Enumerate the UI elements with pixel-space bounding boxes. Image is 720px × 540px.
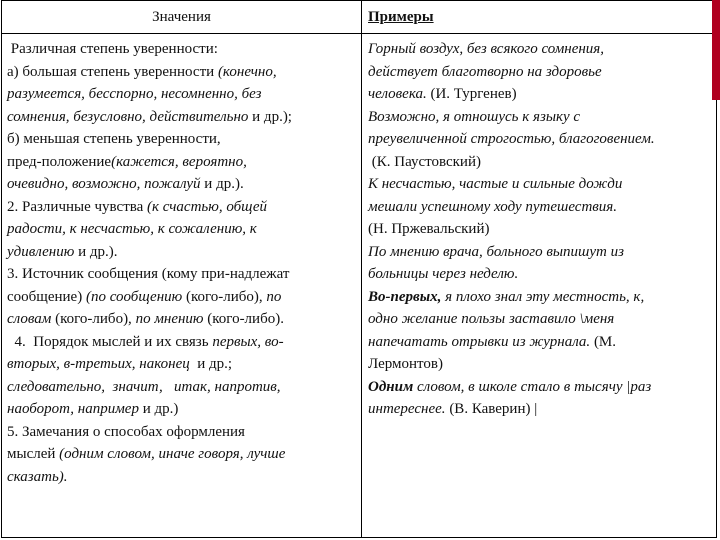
text-segment: больницы через неделю. bbox=[368, 266, 519, 282]
comparison-table bbox=[1, 0, 717, 538]
text-segment: (И. Тургенев) bbox=[426, 86, 517, 102]
text-segment: 2. Различные чувства bbox=[7, 198, 148, 215]
text-segment: и др.; bbox=[189, 356, 233, 372]
meaning-line bbox=[7, 466, 357, 489]
meaning-line bbox=[7, 151, 357, 174]
text-segment: Возможно, я отношусь к языку с bbox=[368, 108, 581, 125]
text-segment: (кажется, вероятно, bbox=[111, 153, 247, 170]
text-segment: (К. Паустовский) bbox=[368, 153, 481, 170]
meaning-line bbox=[7, 308, 357, 331]
text-segment: (одним словом, иначе говоря, лучше bbox=[59, 446, 286, 462]
text-segment: Лермонтов) bbox=[368, 356, 443, 372]
text-segment: (Н. Пржевальский) bbox=[368, 221, 490, 237]
meaning-line bbox=[7, 196, 357, 219]
meaning-line bbox=[7, 286, 357, 309]
text-segment: (М. bbox=[590, 333, 617, 350]
text-segment: словам bbox=[7, 311, 52, 327]
text-segment: я плохо знал эту местность, к, bbox=[441, 288, 645, 305]
text-segment: (конечно, bbox=[217, 63, 277, 80]
example-line bbox=[368, 83, 718, 106]
text-segment: первых, во- bbox=[212, 333, 284, 350]
meaning-line bbox=[7, 376, 357, 399]
meaning-line bbox=[7, 38, 357, 61]
text-segment: (кого-либо), bbox=[51, 311, 136, 327]
meaning-line bbox=[7, 421, 357, 444]
meaning-line bbox=[7, 173, 357, 196]
text-segment: по мнению bbox=[135, 311, 204, 327]
text-segment: интереснее. bbox=[368, 401, 446, 417]
meaning-line bbox=[7, 263, 357, 286]
header-examples: Примеры bbox=[368, 9, 434, 25]
text-segment: По мнению врача, больного выпишут из bbox=[368, 243, 624, 260]
text-segment: следовательно, значит, итак, напротив, bbox=[7, 378, 281, 395]
text-segment: пред-положение bbox=[7, 153, 112, 170]
text-segment: 4. Порядок мыслей и их связь bbox=[7, 333, 213, 350]
text-segment: и др.). bbox=[200, 176, 244, 192]
text-segment: очевидно, возможно, пожалуй bbox=[7, 176, 201, 192]
text-segment: (кого-либо). bbox=[203, 311, 284, 327]
example-line bbox=[368, 218, 718, 241]
meaning-line bbox=[7, 61, 357, 84]
text-segment: и др.). bbox=[74, 243, 118, 260]
example-line bbox=[368, 38, 718, 61]
meanings-cell bbox=[7, 38, 357, 488]
text-segment: (кого-либо), bbox=[182, 288, 267, 305]
text-segment: сомнения, безусловно, действительно bbox=[7, 108, 249, 125]
column-divider bbox=[361, 1, 362, 537]
text-segment: сказать). bbox=[7, 468, 68, 485]
text-segment: (к счастью, общей bbox=[147, 198, 268, 215]
text-segment: радости, к несчастью, к сожалению, к bbox=[7, 221, 257, 237]
example-line bbox=[368, 308, 718, 331]
meaning-line bbox=[7, 83, 357, 106]
meaning-line bbox=[7, 331, 357, 354]
example-line bbox=[368, 331, 718, 354]
text-segment: действует благотворно на здоровье bbox=[368, 63, 602, 80]
text-segment: 3. Источник сообщения (кому при-надлежат bbox=[7, 266, 290, 282]
meaning-line bbox=[7, 106, 357, 129]
example-line bbox=[368, 398, 718, 421]
accent-bar bbox=[712, 0, 720, 100]
text-segment: (В. Каверин) | bbox=[445, 401, 538, 417]
text-segment: наоборот, например bbox=[7, 401, 139, 417]
text-segment: б) меньшая степень уверенности, bbox=[7, 131, 221, 147]
meaning-line bbox=[7, 241, 357, 264]
text-segment: Различная степень уверенности: bbox=[7, 41, 218, 57]
meaning-line bbox=[7, 443, 357, 466]
text-segment: Одним bbox=[368, 378, 414, 395]
text-segment: и др.); bbox=[248, 108, 292, 125]
text-segment: 5. Замечания о способах оформления bbox=[7, 423, 245, 440]
example-line bbox=[368, 128, 718, 151]
meaning-line bbox=[7, 218, 357, 241]
text-segment: а) большая степень уверенности bbox=[7, 63, 218, 80]
text-segment: К несчастью, частые и сильные дожди bbox=[368, 176, 623, 192]
example-line bbox=[368, 241, 718, 264]
meaning-line bbox=[7, 128, 357, 151]
example-line bbox=[368, 353, 718, 376]
text-segment: и др.) bbox=[138, 401, 179, 417]
example-line bbox=[368, 196, 718, 219]
text-segment: одно желание пользы заставило \меня bbox=[368, 311, 615, 327]
example-line bbox=[368, 376, 718, 399]
example-line bbox=[368, 151, 718, 174]
text-segment: сообщение) bbox=[7, 288, 86, 305]
text-segment: Горный воздух, без всякого сомнения, bbox=[368, 41, 605, 57]
text-segment: преувеличенной строгостью, благоговением. bbox=[368, 131, 655, 147]
text-segment: Во-первых, bbox=[368, 288, 442, 305]
example-line bbox=[368, 173, 718, 196]
examples-cell bbox=[368, 38, 718, 421]
header-meanings: Значения bbox=[152, 9, 211, 25]
example-line bbox=[368, 106, 718, 129]
text-segment: разумеется, бесспорно, несомненно, без bbox=[7, 86, 262, 102]
header-divider bbox=[2, 33, 716, 34]
example-line bbox=[368, 263, 718, 286]
example-line bbox=[368, 286, 718, 309]
meaning-line bbox=[7, 398, 357, 421]
text-segment: человека. bbox=[368, 86, 427, 102]
text-segment: по bbox=[266, 288, 282, 305]
text-segment: мешали успешному ходу путешествия. bbox=[368, 198, 618, 215]
meaning-line bbox=[7, 353, 357, 376]
example-line bbox=[368, 61, 718, 84]
text-segment: напечатать отрывки из журнала. bbox=[368, 333, 591, 350]
text-segment: словом, в школе стало в тысячу |раз bbox=[413, 378, 652, 395]
text-segment: вторых, в-третьих, наконец bbox=[7, 356, 190, 372]
text-segment: удивлению bbox=[7, 243, 75, 260]
text-segment: мыслей bbox=[7, 446, 60, 462]
text-segment: (по сообщению bbox=[85, 288, 183, 305]
